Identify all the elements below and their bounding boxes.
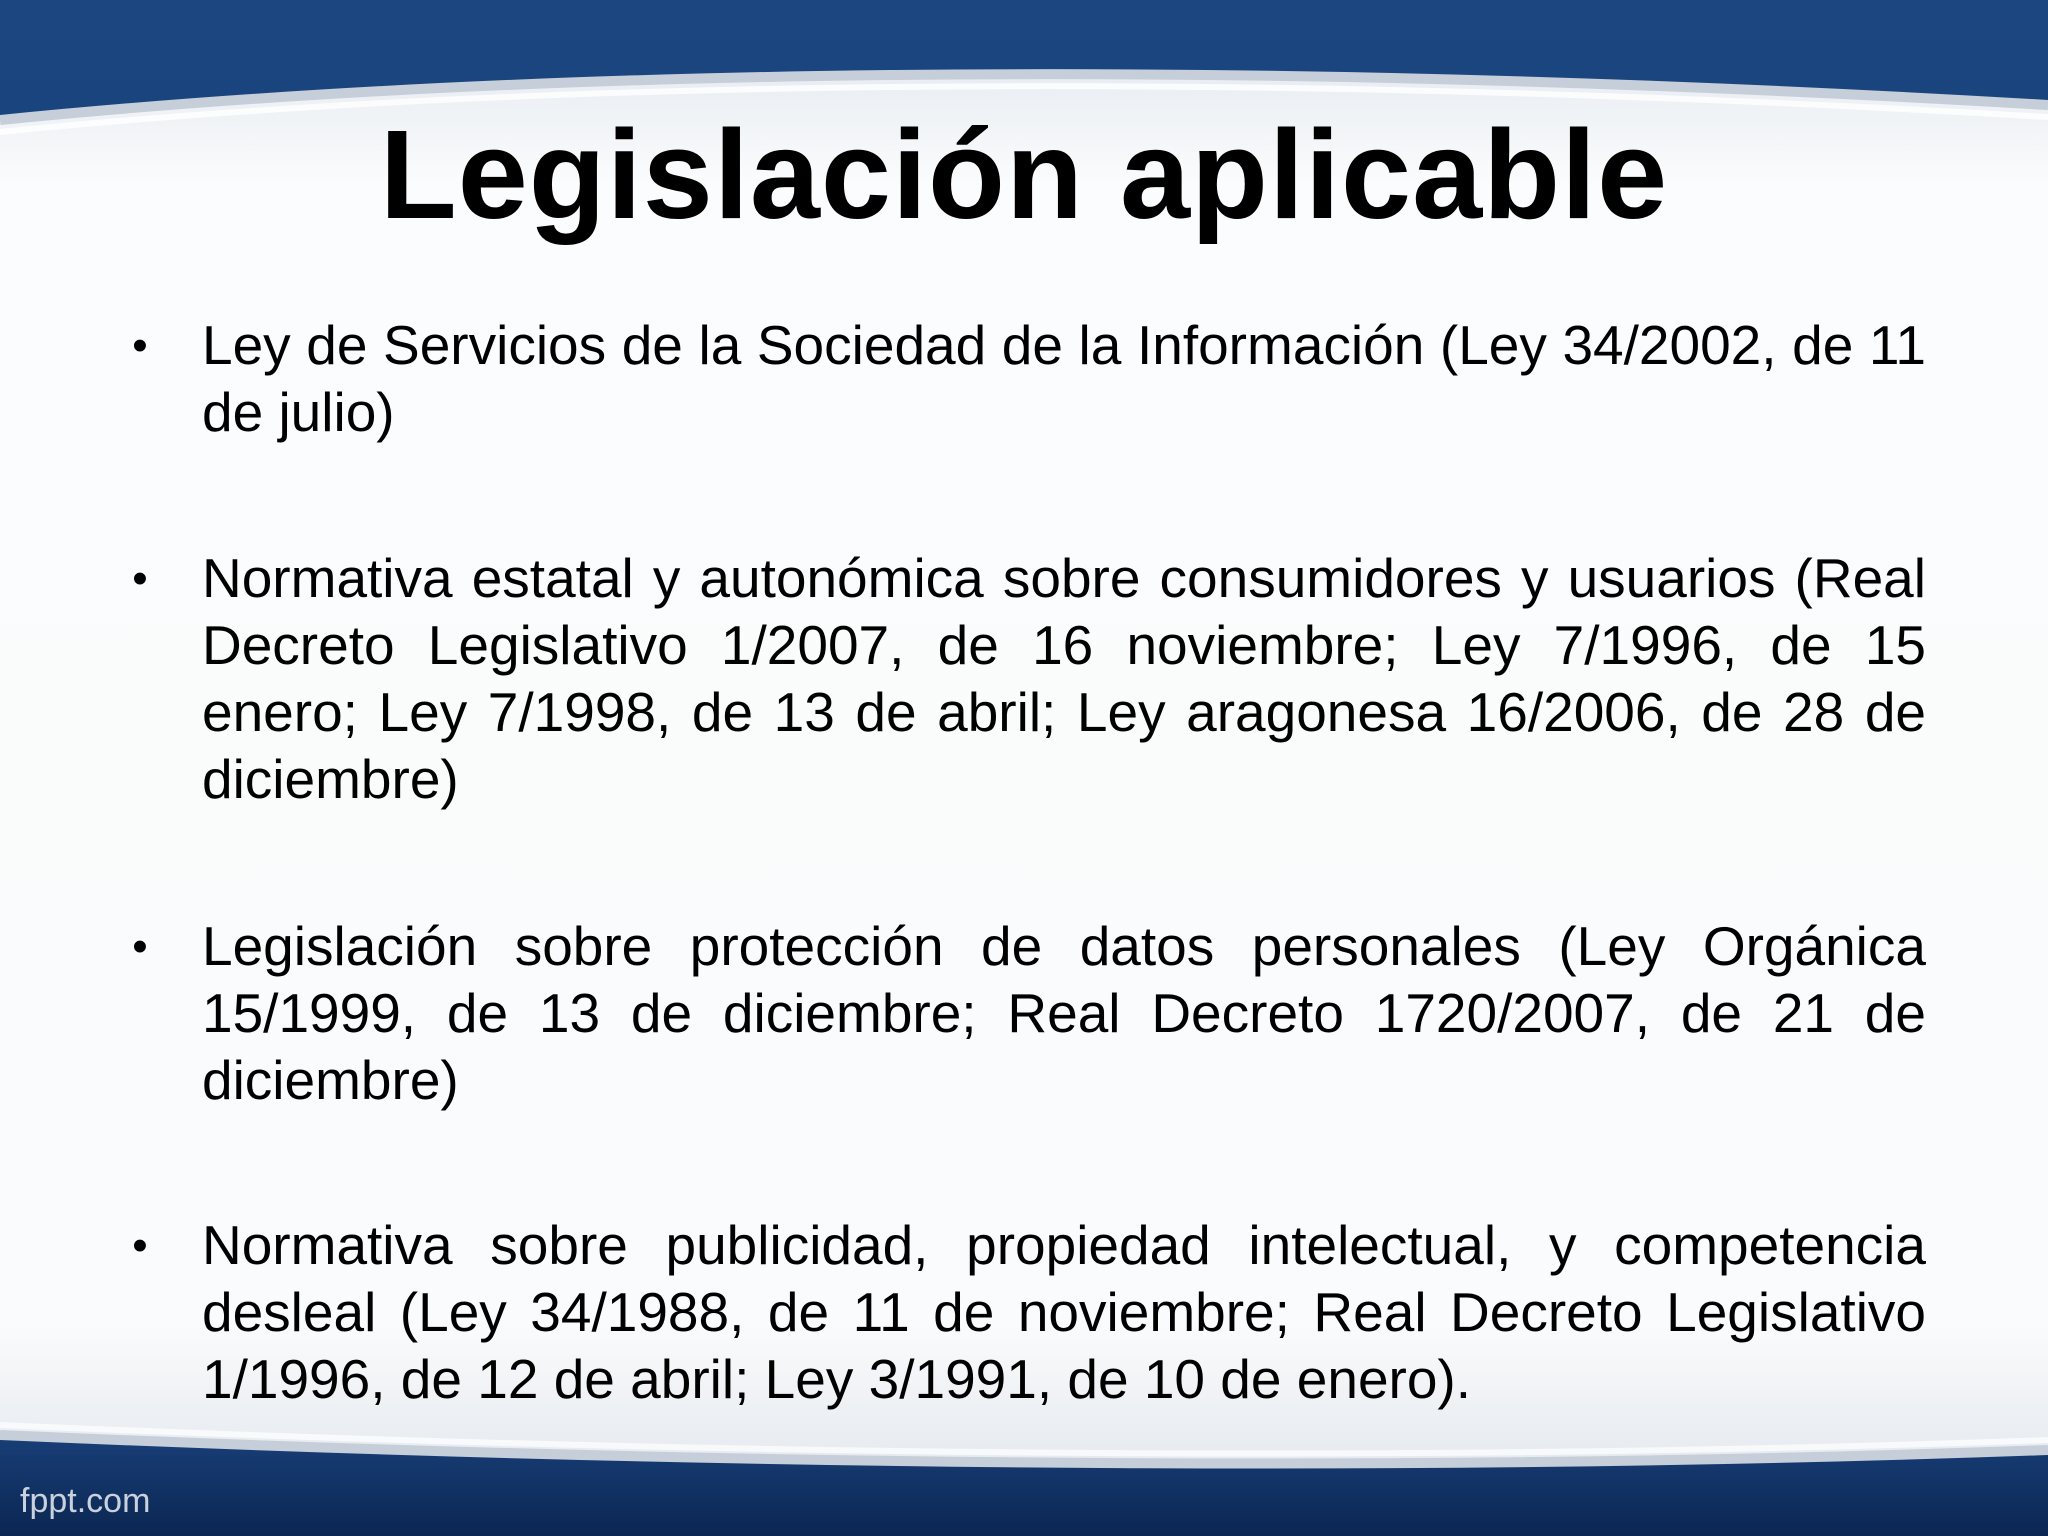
bullet-marker: • [132,321,148,370]
bullet-text: Ley de Servicios de la Sociedad de la Información (Ley 34/2002, de 11 de julio) [202,314,1926,443]
slide-title: Legislación aplicable [379,104,1669,245]
bullet-marker: • [132,922,148,971]
bullet-marker: • [132,554,148,603]
bullet-text: Normativa estatal y autonómica sobre consumidores y usuarios (Real Decreto Legislativo 1/2007, de 16 noviembre; Ley 7/1996, de 15 enero; Ley 7/1998, de 13 de abril; Ley aragonesa 16/2006, de 28 de diciembre) [202,547,1926,810]
bullet-text: Legislación sobre protección de datos personales (Ley Orgánica 15/1999, de 13 de diciembre; Real Decreto 1720/2007, de 21 de diciembre) [202,915,1926,1111]
footer-brand-watermark: fppt.com [20,1482,151,1520]
bullet-marker: • [132,1221,148,1270]
bullet-text: Normativa sobre publicidad, propiedad intelectual, y competencia desleal (Ley 34/1988, de 11 de noviembre; Real Decreto Legislativo 1/1996, de 12 de abril; Ley 3/1991, de 10 de enero). [202,1214,1926,1410]
